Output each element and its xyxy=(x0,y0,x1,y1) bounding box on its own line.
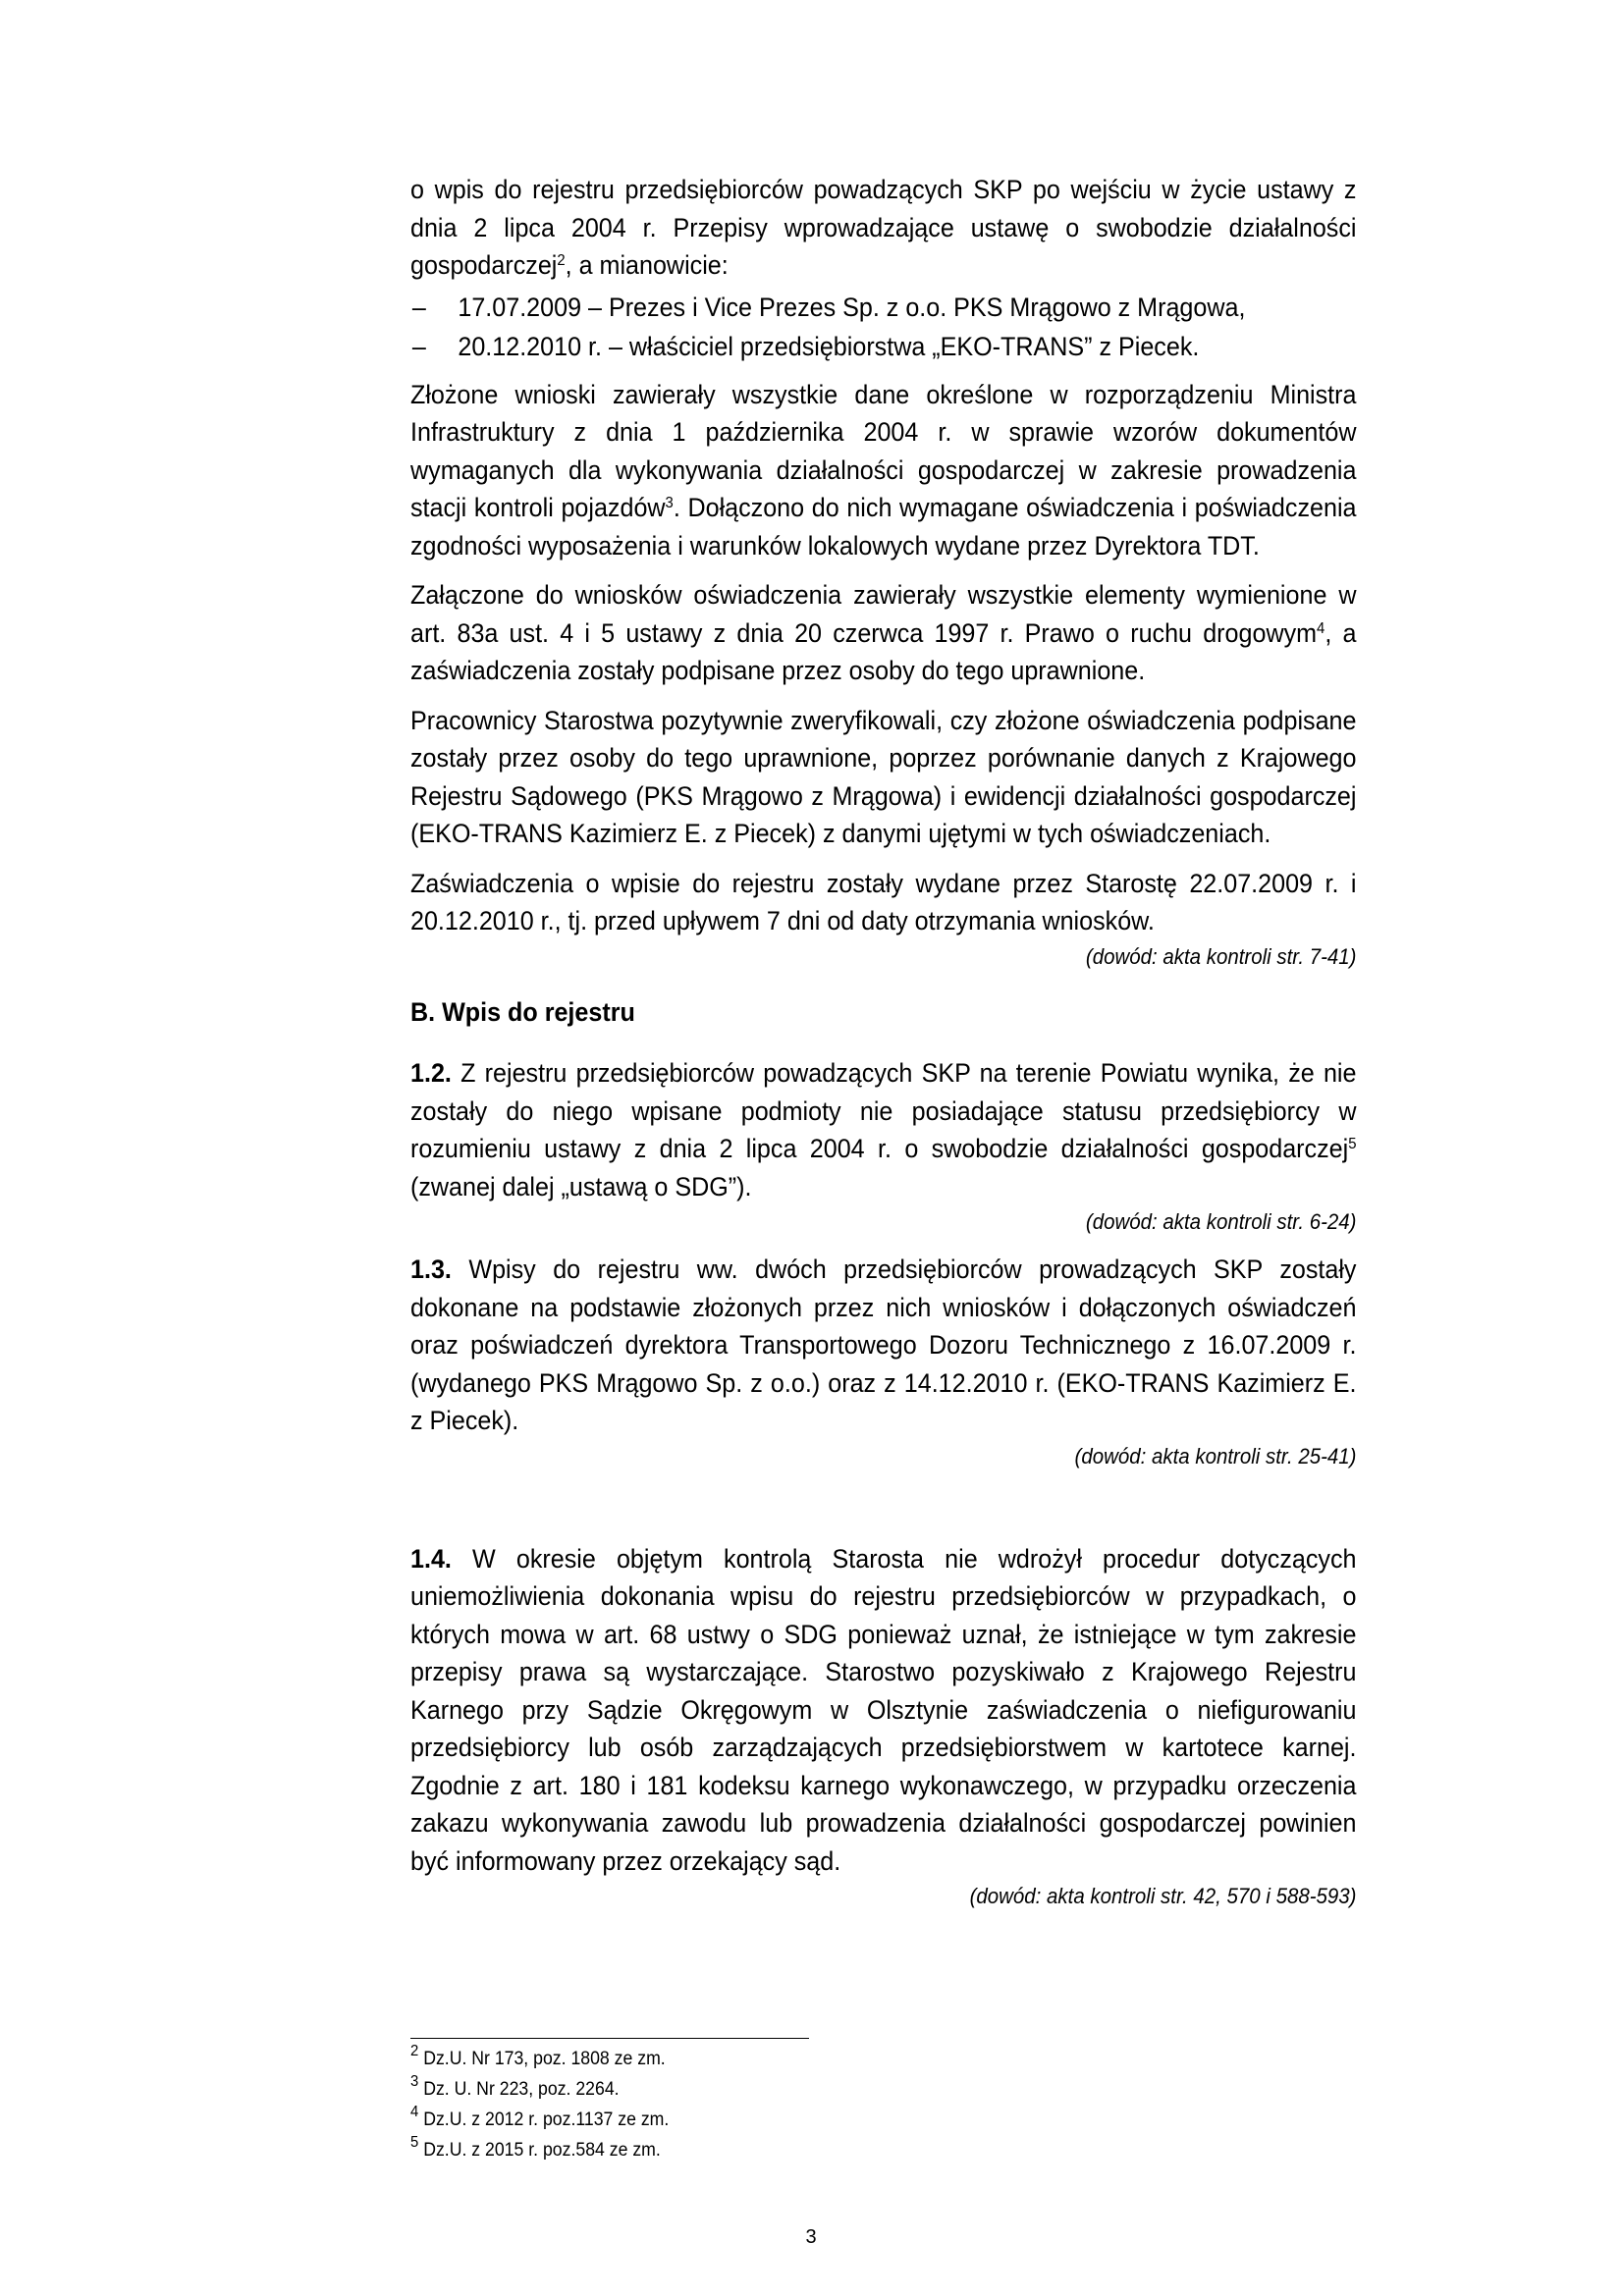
footnote-item: $^2$ Dz.U. Nr 173, poz. 1808 ze zm. xyxy=(410,2043,666,2069)
section-number: 1.3. xyxy=(410,1255,452,1284)
list-item: – 17.07.2009 – Prezes i Vice Prezes Sp. z o.o. PKS Mrągowo z Mrągowa, xyxy=(410,289,1356,327)
paragraph-certificates: Zaświadczenia o wpisie do rejestru zostały wydane przez Starostę 22.07.2009 r. i 20.12.2010 r., tj. przed upływem 7 dni od daty otrzymania wniosków. xyxy=(410,868,1357,935)
dash-bullet: – xyxy=(411,292,426,322)
section-number: 1.2. xyxy=(410,1058,452,1088)
document-body xyxy=(410,171,1356,1925)
section-1-2: 1.2. Z rejestru przedsiębiorców powadzących SKP na terenie Powiatu wynika, że nie zostały do niego wpisane podmioty nie posiadające statusu przedsiębiorcy w rozumieniu ustawy z dnia 2 lipca 2004 r. o swobodzie działalności gospodarczej$^5$ (zwanej dalej „ustawą o SDG”). xyxy=(410,1058,1357,1201)
footnote-separator xyxy=(410,2038,809,2039)
footnote-ref-4[interactable]: 4 xyxy=(1317,619,1325,637)
section-1-3: 1.3. Wpisy do rejestru ww. dwóch przedsiębiorców prowadzących SKP zostały dokonane na podstawie złożonych przez nich wniosków i dołączonych oświadczeń oraz poświadczeń dyrektora Transportowego Dozoru Technicznego z 16.07.2009 r. (wydanego PKS Mrągowo Sp. z o.o.) oraz z 14.12.2010 r. (EKO-TRANS Kazimierz E. z Piecek). xyxy=(410,1255,1357,1435)
footnote-item: $^5$ Dz.U. z 2015 r. poz.584 ze zm. xyxy=(410,2134,661,2161)
paragraph-applications: Złożone wnioski zawierały wszystkie dane określone w rozporządzeniu Ministra Infrastruktury z dnia 1 października 2004 r. w sprawie wzorów dokumentów wymaganych dla wykonywania działalności gospodarczej w zakresie prowadzenia stacji kontroli pojazdów$^3$. Dołączono do nich wymagane oświadczenia i poświadczenia zgodności wyposażenia i warunków lokalowych wydane przez Dyrektora TDT. xyxy=(410,379,1357,561)
paragraph-intro: o wpis do rejestru przedsiębiorców powadzących SKP po wejściu w życie ustawy z dnia 2 lipca 2004 r. Przepisy wprowadzające ustawę o swobodzie działalności gospodarczej$^2$, a mianowicie: xyxy=(410,175,1357,280)
paragraph-statements: Załączone do wniosków oświadczenia zawierały wszystkie elementy wymienione w art. 83a ust. 4 i 5 ustawy z dnia 20 czerwca 1997 r. Prawo o ruchu drogowym$^4$, a zaświadczenia zostały podpisane przez osoby do tego uprawnione. xyxy=(410,580,1357,685)
bullet-list xyxy=(410,289,1356,366)
footnote-item: $^3$ Dz. U. Nr 223, poz. 2264. xyxy=(410,2073,620,2100)
evidence-note: (dowód: akta kontroli str. 25-41) xyxy=(1074,1443,1357,1468)
footnote-ref-3[interactable]: 3 xyxy=(665,495,674,512)
evidence-note: (dowód: akta kontroli str. 6-24) xyxy=(1085,1209,1357,1234)
footnotes xyxy=(410,2044,1141,2165)
section-heading-b: B. Wpis do rejestru xyxy=(410,996,635,1027)
list-item: – 20.12.2010 r. – właściciel przedsiębiorstwa „EKO-TRANS” z Piecek. xyxy=(410,328,1356,366)
dash-bullet: – xyxy=(411,332,426,361)
paragraph-verification: Pracownicy Starostwa pozytywnie zweryfikowali, czy złożone oświadczenia podpisane zostały przez osoby do tego uprawnione, poprzez porównanie danych z Krajowego Rejestru Sądowego (PKS Mrągowo z Mrągowa) i ewidencji działalności gospodarczej (EKO-TRANS Kazimierz E. z Piecek) z danymi ujętymi w tych oświadczeniach. xyxy=(410,705,1357,848)
footnote-ref-2[interactable]: 2 xyxy=(557,252,566,270)
page-number: 3 xyxy=(805,2226,817,2248)
footnote-ref-5[interactable]: 5 xyxy=(1348,1136,1357,1153)
section-1-4: 1.4. W okresie objętym kontrolą Starosta nie wdrożył procedur dotyczących uniemożliwienia dokonania wpisu do rejestru przedsiębiorców w przypadkach, o których mowa w art. 68 ustwy o SDG ponieważ uznał, że istniejące w tym zakresie przepisy prawa są wystarczające. Starostwo pozyskiwało z Krajowego Rejestru Karnego przy Sądzie Okręgowym w Olsztynie zaświadczenia o niefigurowaniu przedsiębiorcy lub osób zarządzających przedsiębiorstwem w kartotece karnej. Zgodnie z art. 180 i 181 kodeksu karnego wykonawczego, w przypadku orzeczenia zakazu wykonywania zawodu lub prowadzenia działalności gospodarczej powinien być informowany przez orzekający sąd. xyxy=(410,1543,1357,1876)
footnote-item: $^4$ Dz.U. z 2012 r. poz.1137 ze zm. xyxy=(410,2104,670,2130)
evidence-note: (dowód: akta kontroli str. 7-41) xyxy=(1085,943,1357,969)
evidence-note: (dowód: akta kontroli str. 42, 570 i 588-593) xyxy=(969,1884,1357,1908)
section-number: 1.4. xyxy=(410,1543,452,1574)
